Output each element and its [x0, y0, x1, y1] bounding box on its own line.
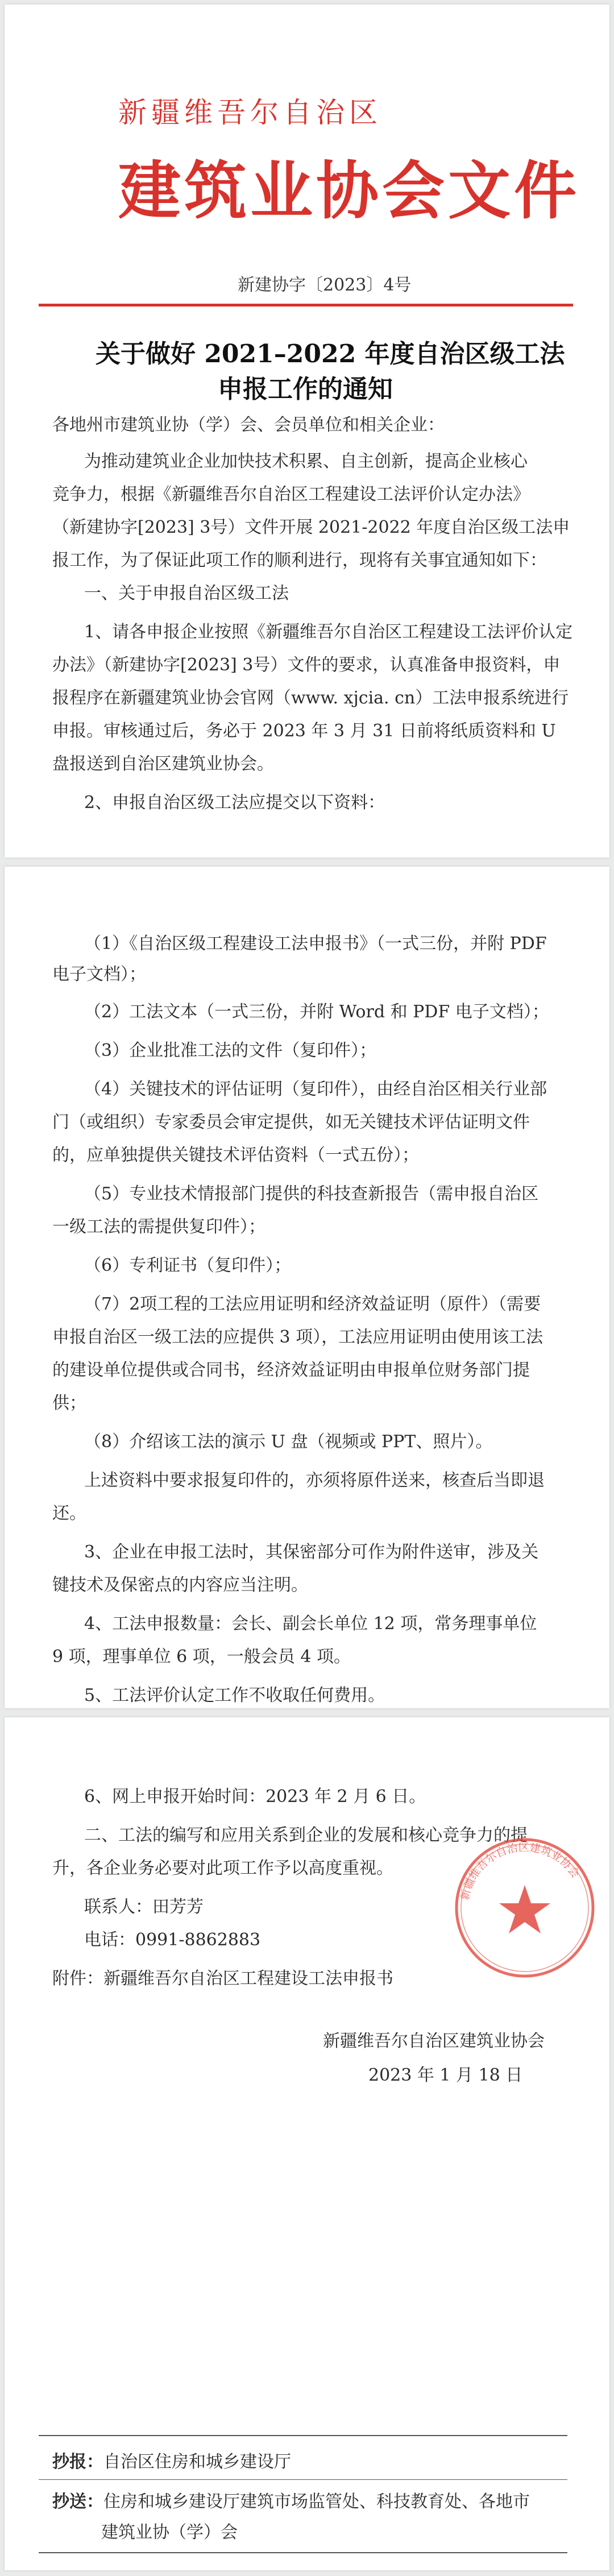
- paragraph-line: 竞争力，根据《新疆维吾尔自治区工程建设工法评价认定办法》: [52, 484, 530, 504]
- document-page-3: [5, 1717, 609, 2570]
- cc-send-value-continued: 建筑业协（学）会: [101, 2523, 238, 2542]
- list-item: 的，应单独提供关键技术评估资料（一式五份）；: [52, 1145, 419, 1165]
- list-item: 供；: [52, 1393, 86, 1413]
- attachment-line: 附件：新疆维吾尔自治区工程建设工法申报书: [52, 1969, 393, 1989]
- list-item: （4）关键技术的评估证明（复印件），由经自治区相关行业部: [84, 1079, 547, 1099]
- list-item: （7）2项工程的工法应用证明和经济效益证明（原件）（需要: [84, 1294, 541, 1314]
- footer-divider-bottom: [39, 2552, 567, 2553]
- paragraph-line: 9 项，理事单位 6 项，一般会员 4 项。: [52, 1647, 351, 1667]
- section-heading: 一、关于申报自治区级工法: [84, 583, 289, 603]
- paragraph-line: 5、工法评价认定工作不收取任何费用。: [84, 1685, 385, 1705]
- paragraph-line: 4、工法申报数量：会长、副会长单位 12 项，常务理事单位: [84, 1614, 537, 1634]
- document-number: 新建协字〔2023〕4号: [238, 275, 412, 295]
- paragraph-line: （新建协字[2023] 3号）文件开展 2021-2022 年度自治区级工法申: [52, 517, 570, 537]
- document-page-2: [5, 867, 609, 1708]
- cc-report-value: 自治区住房和城乡建设厅: [103, 2452, 291, 2472]
- list-item: 一级工法的需提供复印件）；: [52, 1217, 265, 1237]
- paragraph-line: 6、网上申报开始时间：2023 年 2 月 6 日。: [84, 1787, 426, 1807]
- paragraph-line: 报工作，为了保证此项工作的顺利进行，现将有关事宜通知如下：: [52, 550, 547, 570]
- list-item: （5）专业技术情报部门提供的科技查新报告（需申报自治区: [84, 1184, 539, 1204]
- list-item: 门（或组织）专家委员会审定提供，如无关键技术评估证明文件: [52, 1112, 530, 1132]
- list-item: （3）企业批准工法的文件（复印件）；: [84, 1041, 377, 1061]
- cc-report-label: 抄报：: [52, 2452, 103, 2472]
- paragraph-line: 报程序在新疆建筑业协会官网（www. xjcia. cn）工法申报系统进行: [52, 688, 569, 708]
- cc-report-line: [52, 2451, 291, 2474]
- contact-person: 联系人：田芳芳: [84, 1897, 204, 1917]
- issue-date: 2023 年 1 月 18 日: [368, 2065, 523, 2085]
- list-item: 申报自治区一级工法的应提供 3 项），工法应用证明由使用该工法: [52, 1327, 544, 1347]
- svg-text:新疆维吾尔自治区建筑业协会: 新疆维吾尔自治区建筑业协会: [458, 1841, 582, 1902]
- contact-phone: 电话：0991-8862883: [84, 1930, 261, 1950]
- document-page-1: [5, 5, 609, 858]
- paragraph-line: 3、企业在申报工法时，其保密部分可作为附件送审，涉及关: [84, 1542, 539, 1562]
- paragraph-line: 还。: [52, 1504, 86, 1523]
- paragraph-line: 二、工法的编写和应用关系到企业的发展和核心竞争力的提: [84, 1825, 528, 1845]
- document-title: 建筑业协会文件: [118, 154, 580, 227]
- paragraph-line: 升，各企业务必要对此项工作予以高度重视。: [52, 1858, 393, 1878]
- headline-line-1: 关于做好 2021–2022 年度自治区级工法: [96, 339, 565, 368]
- issuer-signature: 新疆维吾尔自治区建筑业协会: [323, 2031, 545, 2051]
- footer-divider-middle: [39, 2479, 567, 2480]
- paragraph-line: 申报。审核通过后，务必于 2023 年 3 月 31 日前将纸质资料和 U: [52, 721, 556, 741]
- list-item: 电子文档）；: [52, 964, 146, 984]
- paragraph-line: 为推动建筑业企业加快技术积累、自主创新，提高企业核心: [84, 452, 528, 471]
- paragraph-line: 2、申报自治区级工法应提交以下资料：: [84, 793, 385, 813]
- paragraph-line: 办法》（新建协字[2023] 3号）文件的要求，认真准备申报资料，申: [52, 655, 561, 675]
- issuer-region: 新疆维吾尔自治区: [118, 96, 382, 129]
- cc-send-line: [52, 2491, 530, 2513]
- list-item: （1）《自治区级工程建设工法申报书》（一式三份，并附 PDF: [84, 934, 547, 954]
- red-divider: [39, 304, 573, 307]
- paragraph-line: 上述资料中要求报复印件的，亦须将原件送来，核查后当即退: [84, 1471, 545, 1490]
- salutation: 各地州市建筑业协（学）会、会员单位和相关企业：: [52, 415, 445, 435]
- list-item: （2）工法文本（一式三份，并附 Word 和 PDF 电子文档）；: [84, 1002, 549, 1022]
- official-seal-icon: [448, 1831, 601, 1985]
- cc-send-label: 抄送：: [52, 2492, 103, 2512]
- list-item: （8）介绍该工法的演示 U 盘（视频或 PPT、照片）。: [84, 1432, 493, 1452]
- paragraph-line: 盘报送到自治区建筑业协会。: [52, 754, 274, 774]
- footer-divider-top: [39, 2435, 567, 2436]
- list-item: 的建设单位提供或合同书，经济效益证明由申报单位财务部门提: [52, 1360, 530, 1380]
- paragraph-line: 键技术及保密点的内容应当注明。: [52, 1575, 308, 1595]
- cc-send-value: 住房和城乡建设厅建筑市场监管处、科技教育处、各地市: [103, 2492, 530, 2512]
- headline-line-2: 申报工作的通知: [218, 375, 393, 404]
- paragraph-line: 1、请各申报企业按照《新疆维吾尔自治区工程建设工法评价认定: [84, 622, 573, 642]
- list-item: （6）专利证书（复印件）；: [84, 1256, 292, 1275]
